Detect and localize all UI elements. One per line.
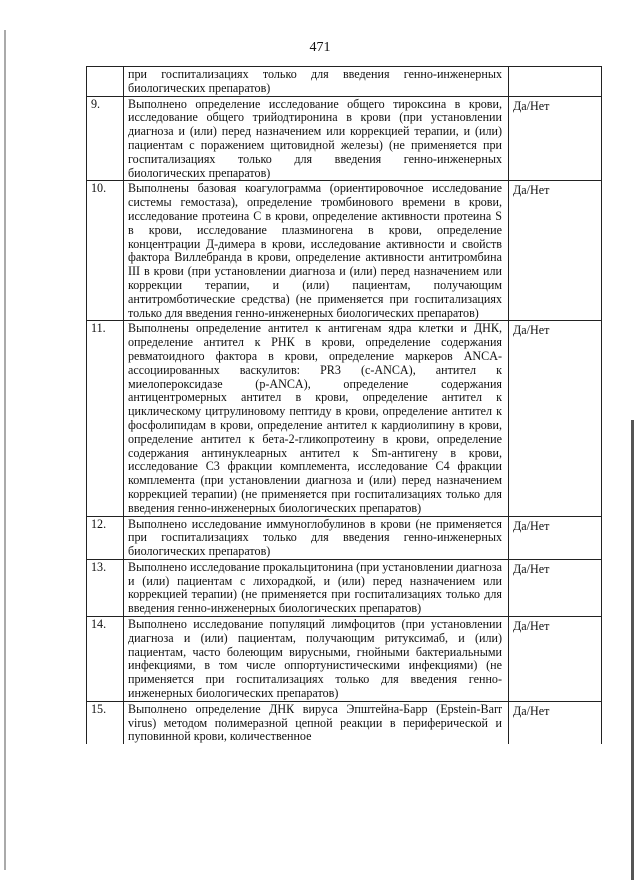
answer-cell: Да/Нет	[509, 617, 602, 702]
table-row	[87, 559, 602, 616]
row-number: 9.	[87, 96, 124, 181]
criterion-text: Выполнено исследование популяций лимфоцитов (при установлении диагноза и (или) пациентам, получающим ритуксимаб, и (или) пациентам, часто болеющим вирусными, гнойными бактериальными инфекциями, в том числе оппортунистическими инфекциями) (не применяется при госпитализациях только для введения генно-инженерных биологических препаратов)	[124, 617, 509, 702]
table-row	[87, 181, 602, 321]
scan-edge-mark	[631, 420, 634, 880]
criterion-text: при госпитализациях только для введения генно-инженерных биологических препаратов)	[124, 67, 509, 97]
page-number: 471	[309, 40, 331, 55]
row-number: 12.	[87, 516, 124, 559]
criterion-text: Выполнено определение ДНК вируса Эпштейна-Барр (Epstein-Barr virus) методом полимеразной цепной реакции в периферической и пуповинной крови, количественное	[124, 701, 509, 744]
answer-cell: Да/Нет	[509, 321, 602, 516]
table-row	[87, 617, 602, 702]
criterion-text: Выполнено определение исследование общего тироксина в крови, исследование общего трийодтиронина в крови (при установлении диагноза и (или) перед назначением или коррекцией терапии, и (или) пациентам с поражением щитовидной железы) (не применяется при госпитализациях только для введения генно-инженерных биологических препаратов)	[124, 96, 509, 181]
answer-cell: Да/Нет	[509, 96, 602, 181]
row-number: 15.	[87, 701, 124, 744]
answer-cell: Да/Нет	[509, 701, 602, 744]
row-number: 11.	[87, 321, 124, 516]
answer-cell	[509, 67, 602, 97]
criterion-text: Выполнены определение антител к антигенам ядра клетки и ДНК, определение антител к РНК в крови, определение содержания ревматоидного фактора в крови, определение маркеров ANCA-ассоциированных васкулитов: PR3 (c-ANCA), антител к миелопероксидазе (p-ANCA), определение содержания антицентромерных антител в крови, определение антител к циклическому цитрулиновому пептиду в крови, определение антител к фосфолипидам в крови, определение антител к кардиолипину в крови, определение антител к бета-2-гликопротеину в крови, определение содержания антинуклеарных антител к Sm-антигену в крови, исследование С3 фракции комплемента, исследование С4 фракции комплемента (при установлении диагноза и (или) перед назначением коррекцией терапии) (не применяется при госпитализациях только для введения генно-инженерных биологических препаратов)	[124, 321, 509, 516]
answer-cell: Да/Нет	[509, 559, 602, 616]
row-number: 13.	[87, 559, 124, 616]
criterion-text: Выполнены базовая коагулограмма (ориентировочное исследование системы гемостаза), определение тромбинового времени в крови, исследование протеина С в крови, определение активности протеина S в крови, исследование плазминогена в крови, определение концентрации Д-димера в крови, исследование активности и свойств фактора Виллебранда в крови, определение активности антитромбина III в крови (при установлении диагноза и (или) перед назначением или коррекции терапии, и (или) пациентам, получающим антитромботические средства) (не применяется при госпитализациях только для введения генно-инженерных биологических препаратов)	[124, 181, 509, 321]
answer-cell: Да/Нет	[509, 181, 602, 321]
table-row	[87, 701, 602, 744]
criterion-text: Выполнено исследование иммуноглобулинов в крови (не применяется при госпитализациях только для введения генно-инженерных биологических препаратов)	[124, 516, 509, 559]
table-row	[87, 516, 602, 559]
table-row	[87, 321, 602, 516]
scan-edge-mark	[4, 30, 6, 870]
criterion-text: Выполнено исследование прокальцитонина (при установлении диагноза и (или) пациентам с лихорадкой, и (или) перед назначением или коррекцией терапии) (не применяется при госпитализациях только для введения генно-инженерных биологических препаратов)	[124, 559, 509, 616]
answer-cell: Да/Нет	[509, 516, 602, 559]
row-number: 10.	[87, 181, 124, 321]
criteria-table	[86, 66, 602, 744]
table-row	[87, 67, 602, 97]
row-number	[87, 67, 124, 97]
table-row	[87, 96, 602, 181]
row-number: 14.	[87, 617, 124, 702]
